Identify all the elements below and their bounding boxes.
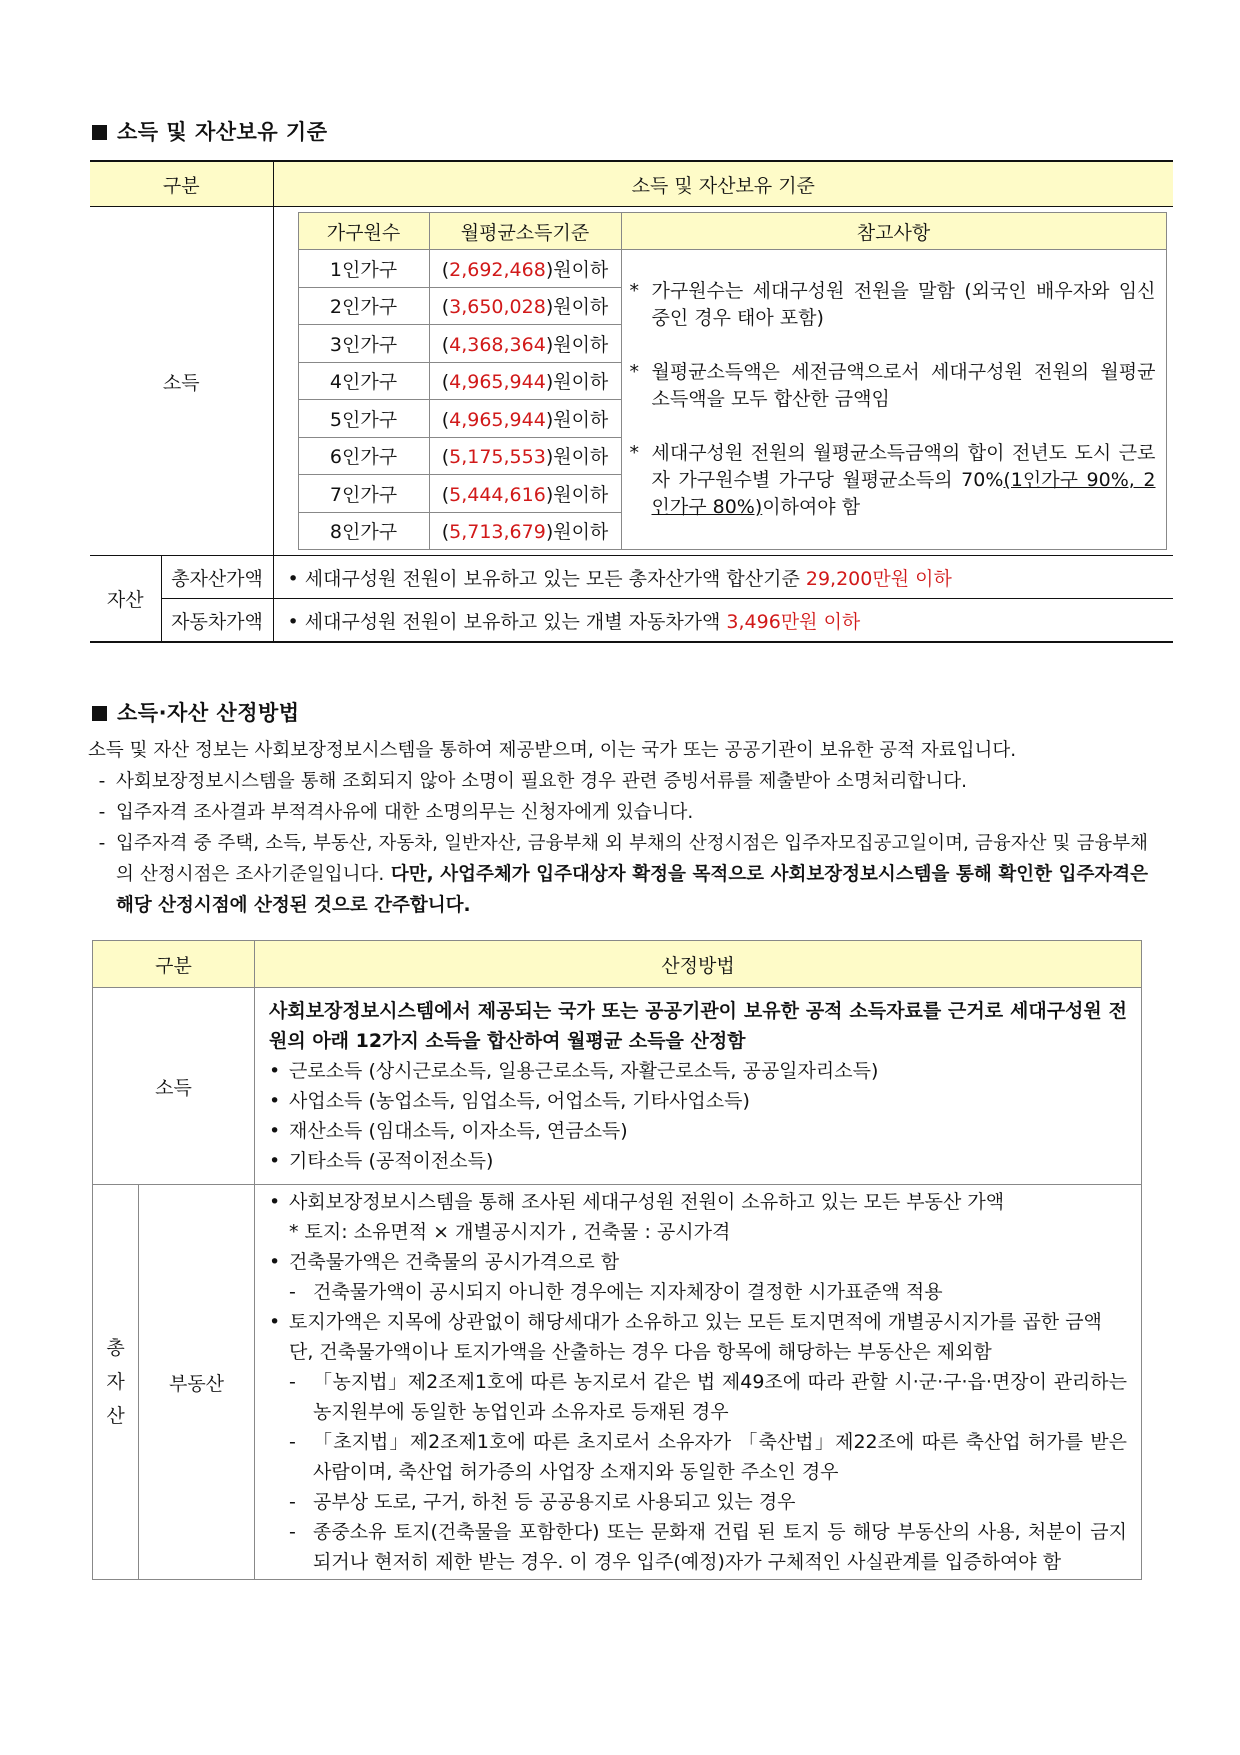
asset-label: 자산 xyxy=(90,556,161,643)
income-method-cell xyxy=(255,988,1142,1185)
list-item: • 재산소득 (임대소득, 이자소득, 연금소득) xyxy=(269,1120,628,1142)
table-row xyxy=(298,250,1166,288)
list-item: • 사업소득 (농업소득, 임업소득, 어업소득, 기타사업소득) xyxy=(269,1090,750,1112)
list-item: • 기타소득 (공적이전소득) xyxy=(269,1150,494,1172)
intro-text: 소득 및 자산 정보는 사회보장정보시스템을 통하여 제공받으며, 이는 국가 또는 공공기관이 보유한 공적 자료입니다. xyxy=(88,740,1017,761)
income-threshold: (5,175,553)원이하 xyxy=(429,437,621,475)
calculation-method-table xyxy=(92,940,1142,1580)
household-size: 1인가구 xyxy=(298,250,429,288)
list-item: • 근로소득 (상시근로소득, 일용근로소득, 자활근로소득, 공공일자리소득) xyxy=(269,1060,879,1082)
inner-header-household: 가구원수 xyxy=(298,213,429,250)
note-item: * 세대구성원 전원의 월평균소득금액의 합이 전년도 도시 근로자 가구원수별 가구당 월평균소득의 70%(1인가구 90%, 2인가구 80%)이하여야 함 xyxy=(629,442,1156,518)
calculation-description xyxy=(88,735,1148,921)
list-subitem: - 종중소유 토지(건축물을 포함한다) 또는 문화재 건립 된 토지 등 해당 부동산의 사용, 처분이 금지되거나 현저히 제한 받는 경우. 이 경우 입주(예정)자가 구체적인 사실관계를 입증하여야 함 xyxy=(289,1521,1127,1573)
col-header-category: 구분 xyxy=(90,161,273,207)
note-item: * 월평균소득액은 세전금액으로서 세대구성원 전원의 월평균 소득액을 모두 합산한 금액임 xyxy=(629,361,1156,410)
list-continuation: 단, 건축물가액이나 토지가액을 산출하는 경우 다음 항목에 해당하는 부동산은 제외함 xyxy=(289,1341,992,1363)
square-bullet-icon xyxy=(92,125,107,140)
income-threshold: (4,965,944)원이하 xyxy=(429,400,621,438)
list-item: - 입주자격 조사결과 부적격사유에 대한 소명의무는 신청자에게 있습니다. xyxy=(98,802,694,823)
income-threshold: (4,965,944)원이하 xyxy=(429,362,621,400)
inner-header-monthly-income: 월평균소득기준 xyxy=(429,213,621,250)
household-size: 4인가구 xyxy=(298,362,429,400)
income-method-summary: 사회보장정보시스템에서 제공되는 국가 또는 공공기관이 보유한 공적 소득자료를 근거로 세대구성원 전원의 아래 12가지 소득을 합산하여 월평균 소득을 산정함 xyxy=(269,1000,1127,1052)
list-item: - 입주자격 중 주택, 소득, 부동산, 자동차, 일반자산, 금융부채 외 부채의 산정시점은 입주자모집공고일이며, 금융자산 및 금융부채의 산정시점은 조사기준일입니다. 다만, 사업주체가 입주대상자 확정을 목적으로 사회보장정보시스템을 통해 확인한 입주자격은 해당 산정시점에 산정된 것으로 간주합니다. xyxy=(98,833,1149,916)
household-size: 2인가구 xyxy=(298,287,429,325)
income-threshold: (4,368,364)원이하 xyxy=(429,325,621,363)
notes-cell xyxy=(621,250,1166,550)
income-threshold-table xyxy=(298,212,1167,550)
list-item: • 사회보장정보시스템을 통해 조사된 세대구성원 전원이 소유하고 있는 모든 부동산 가액 xyxy=(269,1191,1005,1213)
income-asset-criteria-table xyxy=(90,160,1173,643)
household-size: 3인가구 xyxy=(298,325,429,363)
note-item: * 가구원수는 세대구성원 전원을 말함 (외국인 배우자와 임신 중인 경우 태아 포함) xyxy=(629,280,1156,329)
total-asset-criteria: • 세대구성원 전원이 보유하고 있는 모든 총자산가액 합산기준 29,200만원 이하 xyxy=(273,556,1173,599)
income-threshold: (2,692,468)원이하 xyxy=(429,250,621,288)
car-value-label: 자동차가액 xyxy=(161,599,273,643)
list-subitem: - 공부상 도로, 구거, 하천 등 공공용지로 사용되고 있는 경우 xyxy=(289,1491,796,1513)
real-estate-method-cell xyxy=(255,1185,1142,1580)
income-label: 소득 xyxy=(93,988,255,1185)
income-threshold: (5,713,679)원이하 xyxy=(429,512,621,550)
household-size: 5인가구 xyxy=(298,400,429,438)
section1-title: 소득 및 자산보유 기준 xyxy=(92,116,328,146)
household-size: 8인가구 xyxy=(298,512,429,550)
household-size: 6인가구 xyxy=(298,437,429,475)
list-item: - 사회보장정보시스템을 통해 조회되지 않아 소명이 필요한 경우 관련 증빙서류를 제출받아 소명처리합니다. xyxy=(98,771,968,792)
list-item: • 건축물가액은 건축물의 공시가격으로 함 xyxy=(269,1251,620,1273)
list-subitem: * 토지: 소유면적 × 개별공시지가 , 건축물 : 공시가격 xyxy=(289,1221,731,1243)
total-asset-label: 총자산가액 xyxy=(161,556,273,599)
list-subitem: - 건축물가액이 공시되지 아니한 경우에는 지자체장이 결정한 시가표준액 적용 xyxy=(289,1281,943,1303)
col-header-criteria: 소득 및 자산보유 기준 xyxy=(273,161,1173,207)
income-label: 소득 xyxy=(90,207,273,556)
income-threshold: (5,444,616)원이하 xyxy=(429,475,621,513)
list-item: • 토지가액은 지목에 상관없이 해당세대가 소유하고 있는 모든 토지면적에 개별공시지가를 곱한 금액 xyxy=(269,1311,1102,1333)
household-size: 7인가구 xyxy=(298,475,429,513)
real-estate-label: 부동산 xyxy=(139,1185,255,1580)
square-bullet-icon xyxy=(92,706,107,721)
income-criteria-cell xyxy=(273,207,1173,556)
car-value-criteria: • 세대구성원 전원이 보유하고 있는 개별 자동차가액 3,496만원 이하 xyxy=(273,599,1173,643)
list-subitem: - 「농지법」제2조제1호에 따른 농지로서 같은 법 제49조에 따라 관할 시·군·구·읍·면장이 관리하는 농지원부에 동일한 농업인과 소유자로 등재된 경우 xyxy=(289,1371,1127,1423)
section2-title: 소득·자산 산정방법 xyxy=(92,697,300,727)
inner-header-notes: 참고사항 xyxy=(621,213,1166,250)
col-header-category: 구분 xyxy=(93,941,255,988)
col-header-method: 산정방법 xyxy=(255,941,1142,988)
total-asset-label: 총 자 산 xyxy=(93,1185,139,1580)
list-subitem: - 「초지법」제2조제1호에 따른 초지로서 소유자가 「축산법」제22조에 따른 축산업 허가를 받은 사람이며, 축산업 허가증의 사업장 소재지와 동일한 주소인 경우 xyxy=(289,1431,1127,1483)
income-threshold: (3,650,028)원이하 xyxy=(429,287,621,325)
